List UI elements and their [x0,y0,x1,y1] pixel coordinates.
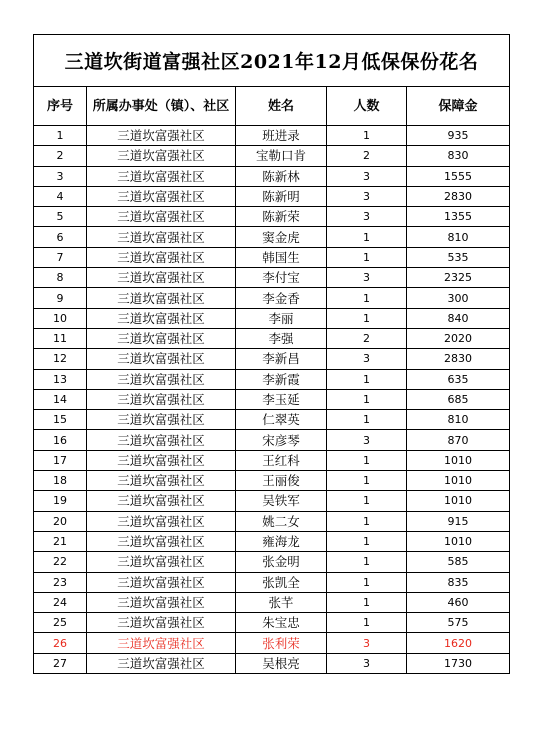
cell-community: 三道坎富强社区 [87,247,236,267]
cell-persons: 3 [327,166,407,186]
cell-community: 三道坎富强社区 [87,633,236,653]
table-row [34,633,510,653]
cell-community: 三道坎富强社区 [87,186,236,206]
cell-amount: 2830 [407,186,510,206]
header-name: 姓名 [236,87,327,126]
header-amount: 保障金 [407,87,510,126]
cell-no: 19 [34,491,87,511]
cell-no: 24 [34,592,87,612]
cell-community: 三道坎富强社区 [87,410,236,430]
cell-name: 王丽俊 [236,471,327,491]
cell-name: 吴根亮 [236,653,327,673]
cell-community: 三道坎富强社区 [87,450,236,470]
cell-amount: 300 [407,288,510,308]
cell-community: 三道坎富强社区 [87,146,236,166]
cell-persons: 3 [327,349,407,369]
table-row [34,207,510,227]
table-row [34,349,510,369]
cell-community: 三道坎富强社区 [87,389,236,409]
cell-name: 李付宝 [236,268,327,288]
cell-no: 26 [34,633,87,653]
cell-no: 25 [34,613,87,633]
cell-no: 14 [34,389,87,409]
table-row [34,268,510,288]
cell-no: 2 [34,146,87,166]
table-row [34,511,510,531]
cell-community: 三道坎富强社区 [87,328,236,348]
table-row [34,166,510,186]
cell-community: 三道坎富强社区 [87,207,236,227]
cell-amount: 810 [407,227,510,247]
table-row [34,450,510,470]
cell-name: 宋彦琴 [236,430,327,450]
cell-amount: 1355 [407,207,510,227]
cell-amount: 935 [407,126,510,146]
table-row [34,369,510,389]
cell-amount: 535 [407,247,510,267]
cell-amount: 685 [407,389,510,409]
cell-name: 陈新明 [236,186,327,206]
cell-persons: 1 [327,511,407,531]
cell-community: 三道坎富强社区 [87,592,236,612]
cell-community: 三道坎富强社区 [87,349,236,369]
cell-persons: 3 [327,653,407,673]
cell-name: 李新霞 [236,369,327,389]
cell-persons: 1 [327,389,407,409]
cell-persons: 2 [327,146,407,166]
cell-community: 三道坎富强社区 [87,227,236,247]
table-row [34,572,510,592]
cell-name: 吴铁军 [236,491,327,511]
cell-name: 窦金虎 [236,227,327,247]
table-row [34,247,510,267]
cell-amount: 1010 [407,450,510,470]
cell-community: 三道坎富强社区 [87,471,236,491]
cell-name: 姚二女 [236,511,327,531]
header-persons: 人数 [327,87,407,126]
cell-persons: 1 [327,491,407,511]
table-row [34,592,510,612]
cell-persons: 3 [327,207,407,227]
cell-persons: 3 [327,633,407,653]
cell-name: 王红科 [236,450,327,470]
cell-name: 李新昌 [236,349,327,369]
cell-community: 三道坎富强社区 [87,491,236,511]
cell-name: 张利荣 [236,633,327,653]
cell-no: 1 [34,126,87,146]
cell-persons: 3 [327,430,407,450]
cell-no: 27 [34,653,87,673]
cell-no: 22 [34,552,87,572]
cell-persons: 1 [327,227,407,247]
cell-persons: 1 [327,410,407,430]
cell-persons: 1 [327,592,407,612]
cell-name: 班进录 [236,126,327,146]
cell-persons: 3 [327,268,407,288]
cell-persons: 1 [327,308,407,328]
cell-no: 8 [34,268,87,288]
table-row [34,126,510,146]
cell-amount: 635 [407,369,510,389]
cell-amount: 1010 [407,471,510,491]
cell-persons: 1 [327,126,407,146]
cell-no: 23 [34,572,87,592]
cell-name: 张芊 [236,592,327,612]
cell-name: 李强 [236,328,327,348]
cell-persons: 1 [327,613,407,633]
header-no: 序号 [34,87,87,126]
cell-community: 三道坎富强社区 [87,613,236,633]
table-row [34,328,510,348]
cell-no: 21 [34,531,87,551]
cell-persons: 1 [327,531,407,551]
cell-no: 18 [34,471,87,491]
allowance-table [33,34,510,674]
cell-name: 雍海龙 [236,531,327,551]
cell-no: 12 [34,349,87,369]
cell-amount: 2325 [407,268,510,288]
cell-community: 三道坎富强社区 [87,653,236,673]
cell-name: 韩国生 [236,247,327,267]
cell-persons: 2 [327,328,407,348]
cell-persons: 1 [327,288,407,308]
header-community: 所属办事处（镇）、社区 [87,87,236,126]
cell-name: 李丽 [236,308,327,328]
table-row [34,613,510,633]
cell-no: 9 [34,288,87,308]
cell-name: 李玉延 [236,389,327,409]
cell-amount: 1010 [407,491,510,511]
table-row [34,531,510,551]
cell-name: 仁翠英 [236,410,327,430]
cell-amount: 870 [407,430,510,450]
cell-no: 16 [34,430,87,450]
cell-no: 5 [34,207,87,227]
table-row [34,146,510,166]
table-row [34,430,510,450]
cell-name: 陈新林 [236,166,327,186]
table-row [34,288,510,308]
table-title: 三道坎街道富强社区2021年12月低保保份花名 [34,35,510,87]
cell-no: 15 [34,410,87,430]
cell-persons: 1 [327,552,407,572]
table-row [34,227,510,247]
cell-persons: 1 [327,471,407,491]
cell-amount: 835 [407,572,510,592]
cell-no: 3 [34,166,87,186]
cell-amount: 840 [407,308,510,328]
cell-community: 三道坎富强社区 [87,268,236,288]
cell-no: 7 [34,247,87,267]
cell-persons: 1 [327,572,407,592]
cell-community: 三道坎富强社区 [87,552,236,572]
cell-name: 朱宝忠 [236,613,327,633]
cell-no: 4 [34,186,87,206]
cell-persons: 3 [327,186,407,206]
cell-persons: 1 [327,247,407,267]
table-row [34,471,510,491]
cell-community: 三道坎富强社区 [87,288,236,308]
table-row [34,186,510,206]
cell-name: 宝勒口肯 [236,146,327,166]
cell-no: 20 [34,511,87,531]
cell-community: 三道坎富强社区 [87,166,236,186]
cell-no: 17 [34,450,87,470]
cell-amount: 2020 [407,328,510,348]
cell-amount: 1620 [407,633,510,653]
cell-community: 三道坎富强社区 [87,430,236,450]
cell-amount: 1555 [407,166,510,186]
cell-no: 11 [34,328,87,348]
cell-amount: 810 [407,410,510,430]
cell-no: 13 [34,369,87,389]
table-row [34,491,510,511]
cell-amount: 1730 [407,653,510,673]
cell-no: 10 [34,308,87,328]
cell-name: 李金香 [236,288,327,308]
cell-amount: 585 [407,552,510,572]
cell-community: 三道坎富强社区 [87,126,236,146]
cell-persons: 1 [327,369,407,389]
cell-amount: 460 [407,592,510,612]
cell-community: 三道坎富强社区 [87,511,236,531]
table-row [34,389,510,409]
cell-amount: 915 [407,511,510,531]
cell-name: 张金明 [236,552,327,572]
cell-community: 三道坎富强社区 [87,572,236,592]
cell-amount: 830 [407,146,510,166]
table-row [34,308,510,328]
table-body [34,126,510,674]
table-row [34,653,510,673]
cell-persons: 1 [327,450,407,470]
cell-community: 三道坎富强社区 [87,531,236,551]
table-row [34,552,510,572]
cell-amount: 2830 [407,349,510,369]
cell-community: 三道坎富强社区 [87,308,236,328]
cell-community: 三道坎富强社区 [87,369,236,389]
cell-no: 6 [34,227,87,247]
table-row [34,410,510,430]
cell-amount: 1010 [407,531,510,551]
cell-name: 陈新荣 [236,207,327,227]
cell-name: 张凯全 [236,572,327,592]
cell-amount: 575 [407,613,510,633]
